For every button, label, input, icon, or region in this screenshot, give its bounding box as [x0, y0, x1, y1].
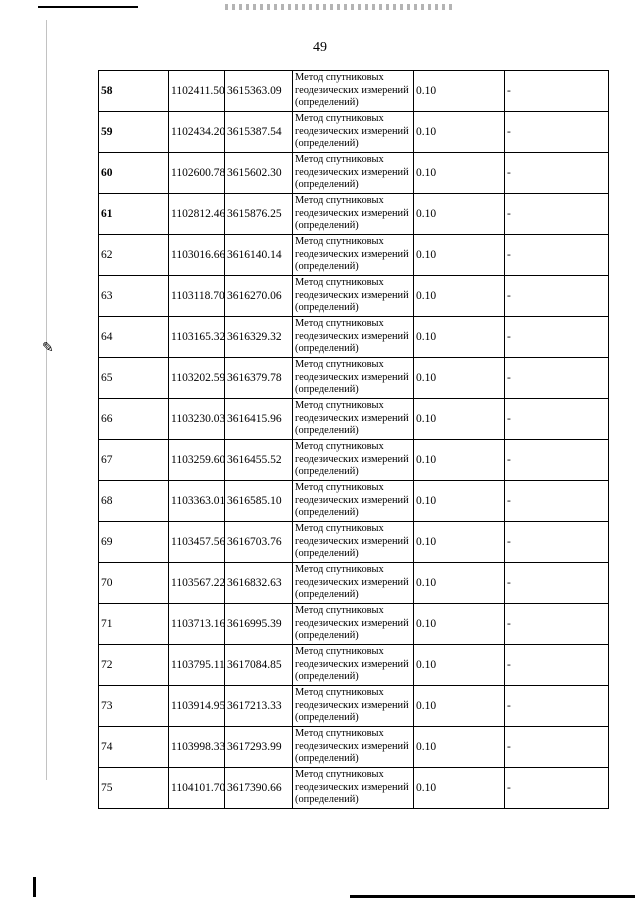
table-row: [99, 153, 609, 194]
coordinates-table-body: [99, 71, 609, 809]
note-cell: -: [505, 358, 609, 399]
table-row: [99, 399, 609, 440]
table-row: [99, 604, 609, 645]
x-coordinate-cell: 1103363.01: [169, 481, 225, 522]
accuracy-cell: 0.10: [414, 235, 505, 276]
accuracy-cell: 0.10: [414, 112, 505, 153]
x-coordinate-cell: 1103230.03: [169, 399, 225, 440]
y-coordinate-cell: 3616379.78: [225, 358, 293, 399]
accuracy-cell: 0.10: [414, 276, 505, 317]
table-row: [99, 235, 609, 276]
point-number-cell: 75: [99, 768, 169, 809]
method-cell: Метод спутниковых геодезических измерений (определений): [293, 604, 414, 645]
table-row: [99, 522, 609, 563]
accuracy-cell: 0.10: [414, 686, 505, 727]
y-coordinate-cell: 3616832.63: [225, 563, 293, 604]
y-coordinate-cell: 3617293.99: [225, 727, 293, 768]
table-row: [99, 71, 609, 112]
point-number-cell: 59: [99, 112, 169, 153]
note-cell: -: [505, 481, 609, 522]
table-row: [99, 276, 609, 317]
note-cell: -: [505, 604, 609, 645]
accuracy-cell: 0.10: [414, 194, 505, 235]
accuracy-cell: 0.10: [414, 645, 505, 686]
x-coordinate-cell: 1103165.32: [169, 317, 225, 358]
x-coordinate-cell: 1103914.95: [169, 686, 225, 727]
page-number: 49: [313, 40, 327, 55]
accuracy-cell: 0.10: [414, 440, 505, 481]
scan-artifact-bottom-left-mark: [33, 877, 36, 897]
table-row: [99, 112, 609, 153]
method-cell: Метод спутниковых геодезических измерений (определений): [293, 645, 414, 686]
table-row: [99, 768, 609, 809]
method-cell: Метод спутниковых геодезических измерений (определений): [293, 276, 414, 317]
method-cell: Метод спутниковых геодезических измерений (определений): [293, 399, 414, 440]
x-coordinate-cell: 1104101.70: [169, 768, 225, 809]
method-cell: Метод спутниковых геодезических измерений (определений): [293, 317, 414, 358]
method-cell: Метод спутниковых геодезических измерений (определений): [293, 686, 414, 727]
note-cell: -: [505, 522, 609, 563]
x-coordinate-cell: 1103259.60: [169, 440, 225, 481]
y-coordinate-cell: 3616703.76: [225, 522, 293, 563]
scan-artifact-pen-mark: ✎: [42, 341, 54, 356]
method-cell: Метод спутниковых геодезических измерений (определений): [293, 194, 414, 235]
accuracy-cell: 0.10: [414, 563, 505, 604]
note-cell: -: [505, 153, 609, 194]
note-cell: -: [505, 768, 609, 809]
note-cell: -: [505, 71, 609, 112]
note-cell: -: [505, 686, 609, 727]
table-row: [99, 194, 609, 235]
y-coordinate-cell: 3615387.54: [225, 112, 293, 153]
method-cell: Метод спутниковых геодезических измерений (определений): [293, 358, 414, 399]
scan-artifact-bottom-rule: [350, 895, 635, 898]
note-cell: -: [505, 727, 609, 768]
method-cell: Метод спутниковых геодезических измерений (определений): [293, 71, 414, 112]
table-row: [99, 440, 609, 481]
point-number-cell: 61: [99, 194, 169, 235]
y-coordinate-cell: 3616415.96: [225, 399, 293, 440]
x-coordinate-cell: 1103795.11: [169, 645, 225, 686]
method-cell: Метод спутниковых геодезических измерений (определений): [293, 727, 414, 768]
method-cell: Метод спутниковых геодезических измерений (определений): [293, 235, 414, 276]
point-number-cell: 72: [99, 645, 169, 686]
y-coordinate-cell: 3615602.30: [225, 153, 293, 194]
point-number-cell: 68: [99, 481, 169, 522]
note-cell: -: [505, 645, 609, 686]
accuracy-cell: 0.10: [414, 604, 505, 645]
accuracy-cell: 0.10: [414, 358, 505, 399]
table-row: [99, 481, 609, 522]
y-coordinate-cell: 3616270.06: [225, 276, 293, 317]
note-cell: -: [505, 563, 609, 604]
point-number-cell: 66: [99, 399, 169, 440]
method-cell: Метод спутниковых геодезических измерений (определений): [293, 563, 414, 604]
method-cell: Метод спутниковых геодезических измерений (определений): [293, 481, 414, 522]
method-cell: Метод спутниковых геодезических измерений (определений): [293, 112, 414, 153]
table-row: [99, 686, 609, 727]
accuracy-cell: 0.10: [414, 153, 505, 194]
accuracy-cell: 0.10: [414, 71, 505, 112]
x-coordinate-cell: 1103998.33: [169, 727, 225, 768]
accuracy-cell: 0.10: [414, 768, 505, 809]
y-coordinate-cell: 3616995.39: [225, 604, 293, 645]
point-number-cell: 65: [99, 358, 169, 399]
scan-artifact-left-line: [46, 20, 47, 780]
x-coordinate-cell: 1103118.70: [169, 276, 225, 317]
point-number-cell: 58: [99, 71, 169, 112]
accuracy-cell: 0.10: [414, 317, 505, 358]
point-number-cell: 73: [99, 686, 169, 727]
note-cell: -: [505, 440, 609, 481]
x-coordinate-cell: 1102411.50: [169, 71, 225, 112]
point-number-cell: 74: [99, 727, 169, 768]
note-cell: -: [505, 194, 609, 235]
y-coordinate-cell: 3617213.33: [225, 686, 293, 727]
note-cell: -: [505, 399, 609, 440]
accuracy-cell: 0.10: [414, 522, 505, 563]
y-coordinate-cell: 3617084.85: [225, 645, 293, 686]
x-coordinate-cell: 1103457.56: [169, 522, 225, 563]
point-number-cell: 70: [99, 563, 169, 604]
note-cell: -: [505, 235, 609, 276]
coordinates-table: [98, 70, 609, 809]
point-number-cell: 63: [99, 276, 169, 317]
table-row: [99, 645, 609, 686]
table-row: [99, 727, 609, 768]
point-number-cell: 64: [99, 317, 169, 358]
method-cell: Метод спутниковых геодезических измерений (определений): [293, 440, 414, 481]
point-number-cell: 60: [99, 153, 169, 194]
x-coordinate-cell: 1103202.59: [169, 358, 225, 399]
accuracy-cell: 0.10: [414, 727, 505, 768]
y-coordinate-cell: 3616329.32: [225, 317, 293, 358]
x-coordinate-cell: 1102812.46: [169, 194, 225, 235]
accuracy-cell: 0.10: [414, 481, 505, 522]
x-coordinate-cell: 1102434.20: [169, 112, 225, 153]
y-coordinate-cell: 3615876.25: [225, 194, 293, 235]
y-coordinate-cell: 3615363.09: [225, 71, 293, 112]
y-coordinate-cell: 3616140.14: [225, 235, 293, 276]
table-row: [99, 358, 609, 399]
scan-artifact-top-rule: [38, 6, 138, 8]
note-cell: -: [505, 317, 609, 358]
note-cell: -: [505, 112, 609, 153]
table-row: [99, 563, 609, 604]
y-coordinate-cell: 3616585.10: [225, 481, 293, 522]
x-coordinate-cell: 1103016.66: [169, 235, 225, 276]
y-coordinate-cell: 3617390.66: [225, 768, 293, 809]
method-cell: Метод спутниковых геодезических измерений (определений): [293, 522, 414, 563]
note-cell: -: [505, 276, 609, 317]
point-number-cell: 69: [99, 522, 169, 563]
table-row: [99, 317, 609, 358]
accuracy-cell: 0.10: [414, 399, 505, 440]
scan-artifact-top-noise: [225, 4, 455, 10]
x-coordinate-cell: 1102600.78: [169, 153, 225, 194]
point-number-cell: 67: [99, 440, 169, 481]
x-coordinate-cell: 1103713.16: [169, 604, 225, 645]
method-cell: Метод спутниковых геодезических измерений (определений): [293, 153, 414, 194]
x-coordinate-cell: 1103567.22: [169, 563, 225, 604]
method-cell: Метод спутниковых геодезических измерений (определений): [293, 768, 414, 809]
y-coordinate-cell: 3616455.52: [225, 440, 293, 481]
point-number-cell: 62: [99, 235, 169, 276]
point-number-cell: 71: [99, 604, 169, 645]
